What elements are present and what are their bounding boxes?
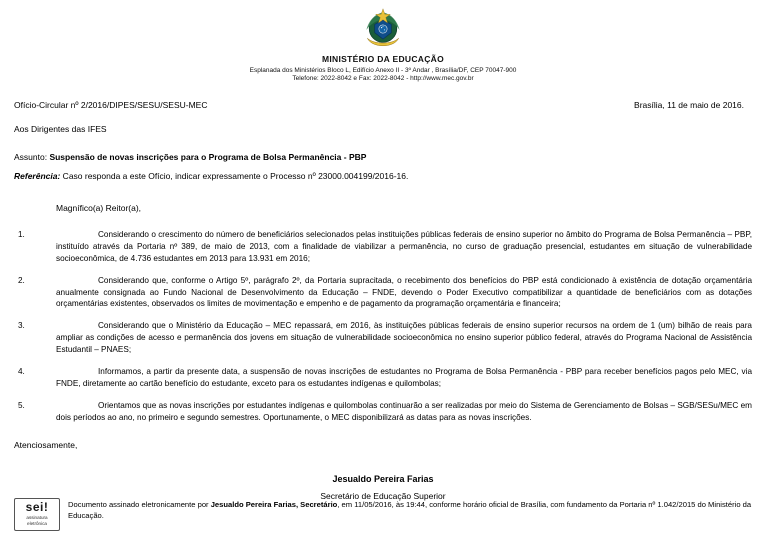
ministry-name: MINISTÉRIO DA EDUCAÇÃO bbox=[322, 54, 444, 64]
paragraph-number: 4. bbox=[18, 367, 25, 377]
reference-line bbox=[14, 171, 752, 181]
document-meta-row bbox=[14, 100, 752, 110]
paragraph-5 bbox=[14, 400, 752, 424]
paragraph-text: Considerando que, conforme o Artigo 5º, parágrafo 2º, da Portaria supracitada, o recebimento dos benefícios do PBP está condicionado à existência de dotação orçamentária anualmente consignada ao Fundo Nacional de Desenvolvimento da Educação – FNDE, devendo o Poder Executivo compatibilizar a quantidade de beneficiários com as dotações orçamentárias existentes, observados os limites de movimentação e empenho e de pagamento da programação orçamentária e financeira; bbox=[56, 275, 752, 309]
paragraph-number: 5. bbox=[18, 400, 25, 410]
document-header bbox=[14, 0, 752, 82]
paragraph-number: 1. bbox=[18, 230, 25, 239]
paragraph-text: Informamos, a partir da presente data, a suspensão de novas inscrições de estudantes no Programa de Bolsa Permanência - PBP para receber benefícios pagos pelo MEC, via FNDE, diretamente ao cartão benefício do estudante, exceto para os estudantes indígenas e quilombolas; bbox=[56, 367, 752, 388]
signer-title: Secretário de Educação Superior bbox=[320, 490, 446, 501]
oficio-number: Ofício-Circular nº 2/2016/DIPES/SESU/SESU-MEC bbox=[14, 100, 208, 110]
paragraph-text: Considerando que o Ministério da Educação – MEC repassará, em 2016, às instituições públicas federais de ensino superior recursos na ordem de 1 (um) bilhão de reais para ampliar as condições de acesso e permanência dos jovens em situação de vulnerabilidade socioeconômica no ensino superior público federal, através do Programa Nacional de Assistência Estudantil – PNAES; bbox=[56, 321, 752, 355]
place-and-date: Brasília, 11 de maio de 2016. bbox=[634, 100, 744, 110]
paragraph-3 bbox=[14, 320, 752, 356]
reference-value: Caso responda a este Ofício, indicar expressamente o Processo nº 23000.004199/2016-16. bbox=[60, 171, 409, 181]
greeting: Magnífico(a) Reitor(a), bbox=[56, 203, 142, 213]
ministry-contact: Telefone: 2022-8042 e Fax: 2022-8042 - http://www.mec.gov.br bbox=[292, 75, 474, 82]
subject-line bbox=[14, 152, 752, 162]
paragraph-2 bbox=[14, 275, 752, 311]
ministry-address: Esplanada dos Ministérios Bloco L, Edifício Anexo II - 3º Andar , Brasília/DF, CEP 70047-900 bbox=[249, 67, 517, 74]
paragraph-4 bbox=[14, 366, 752, 390]
sei-signature-text bbox=[68, 498, 752, 521]
paragraph-1 bbox=[14, 229, 752, 265]
signature-block bbox=[14, 474, 752, 501]
addressee: Aos Dirigentes das IFES bbox=[14, 124, 107, 134]
sei-signature-footer bbox=[14, 498, 752, 531]
sei-sub-line-1: assinatura bbox=[26, 514, 48, 520]
closing-salutation: Atenciosamente, bbox=[14, 439, 78, 450]
sei-logo: sei! bbox=[25, 499, 49, 514]
paragraph-text: Orientamos que as novas inscrições por estudantes indígenas e quilombolas continuarão a ser realizadas por meio do Sistema de Gerenciamento de Bolsas – SGB/SESu/MEC em dois períodos ao ano, no primeiro e segundo semestres. Oportunamente, o MEC disponibilizará as datas para as novas inscrições. bbox=[56, 400, 752, 422]
sei-signer: Jesualdo Pereira Farias, Secretário bbox=[210, 499, 338, 509]
reference-label: Referência: bbox=[14, 171, 61, 181]
sei-text-post: , em 11/05/2016, às 19:44, conforme horário oficial de Brasília, com fundamento da Portaria nº 1.042/2015 do Ministério da Educação. bbox=[68, 499, 752, 520]
subject-value: Suspensão de novas inscrições para o Programa de Bolsa Permanência - PBP bbox=[49, 152, 367, 162]
sei-stamp bbox=[14, 498, 60, 531]
paragraph-number: 2. bbox=[18, 275, 25, 285]
sei-sub-line-2: eletrônica bbox=[27, 521, 47, 527]
paragraph-text: Considerando o crescimento do número de beneficiários selecionados pelas instituições públicas federais de ensino superior no âmbito do Programa de Bolsa Permanência – PBP, instituído através da Portaria nº 389, de maio de 2013, com a finalidade de viabilizar a permanência, no curso de graduação presencial, estudantes em situação de vulnerabilidade socioeconômica, de 4.736 estudantes em 2013 para 13.931 em 2016; bbox=[56, 230, 752, 263]
paragraph-number: 3. bbox=[18, 321, 25, 331]
sei-text-pre: Documento assinado eletronicamente por bbox=[68, 499, 211, 509]
document-body bbox=[14, 229, 752, 424]
signer-name: Jesualdo Pereira Farias bbox=[332, 473, 434, 484]
brasao-da-republica-icon bbox=[360, 6, 406, 52]
subject-label: Assunto: bbox=[14, 152, 50, 162]
